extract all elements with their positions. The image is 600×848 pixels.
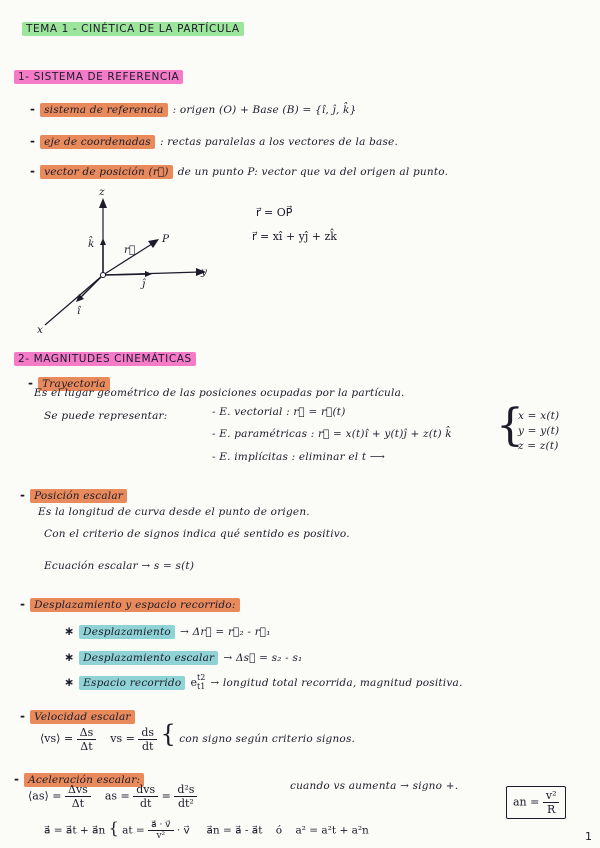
r-label: r⃗: [124, 244, 136, 256]
trayectoria-definition: Es el lugar geométrico de las posiciones ocupadas por la partícula.: [34, 387, 405, 399]
bullet: -: [30, 102, 35, 116]
trayectoria-representation: Se puede representar:: [44, 410, 168, 422]
j-label: ĵ: [142, 278, 146, 290]
x-axis: [45, 275, 103, 325]
page-title: TEMA 1 - CINÉTICA DE LA PARTÍCULA: [22, 22, 244, 36]
term-label: Posición escalar: [30, 489, 127, 503]
term-label: Espacio recorrido: [79, 676, 185, 690]
list-item: [30, 160, 448, 179]
p-label: P: [162, 233, 170, 245]
integral-limits: t2 t1: [196, 672, 206, 691]
y-label: y: [201, 266, 208, 278]
section-1-heading: 1- SISTEMA DE REFERENCIA: [14, 70, 183, 84]
j-arrowhead: [145, 271, 152, 277]
term-text: → longitud total recorrida, magnitud positiva.: [210, 677, 463, 689]
term-text: → Δr⃗ = r⃗₂ - r⃗₁: [180, 626, 271, 638]
list-item: [64, 620, 271, 639]
term-label: sistema de referencia: [40, 103, 167, 117]
param-x: x = x(t): [518, 410, 560, 422]
page-number: 1: [585, 830, 592, 843]
term-text: : origen (O) + Base (B) = {î, ĵ, k̂}: [172, 104, 357, 116]
term-text: : rectas paralelas a los vectores de la base.: [159, 136, 398, 148]
i-unit-vector: [80, 275, 103, 298]
x-label: x: [37, 324, 44, 336]
star-bullet-icon: ∗: [64, 675, 75, 689]
i-label: î: [77, 305, 81, 317]
subsection-posicion: [20, 484, 127, 503]
term-text: → Δs⃗ = s₂ - s₁: [223, 652, 303, 664]
acceleration-sign-note: cuando vs aumenta → signo +.: [290, 780, 459, 792]
acceleration-equation: ⟨as⟩ = $\frac{\text{Δvs}}{\Delta t}$ as = $\frac{\text{dvs}}{dt}$ = $\frac{\text{d²s}}{\text{dt²}}$: [28, 783, 197, 810]
bullet: -: [20, 488, 25, 502]
term-label: Trayectoria: [38, 377, 110, 391]
term-label: Velocidad escalar: [30, 710, 135, 724]
bullet: -: [30, 134, 35, 148]
star-bullet-icon: ∗: [64, 624, 75, 638]
position-components-equation: r⃗ = xî + yĵ + zk̂: [252, 230, 337, 243]
coordinate-axes-diagram: [30, 180, 230, 340]
parametric-equation: - E. paramétricas : r⃗ = x(t)î + y(t)ĵ + z(t) k̂: [212, 428, 452, 440]
vector-equation: - E. vectorial : r⃗ = r⃗(t): [212, 406, 346, 418]
posicion-definition: Es la longitud de curva desde el punto de origen.: [38, 506, 310, 518]
brace: {: [496, 400, 524, 451]
param-z: z = z(t): [518, 440, 559, 452]
term-label: vector de posición (r⃗): [40, 165, 173, 179]
p-arrowhead: [148, 239, 159, 248]
normal-acceleration-box: an = $\frac{\text{v²}}{R}$: [506, 786, 566, 819]
bullet: -: [30, 164, 35, 178]
position-equation: r⃗ = OP⃗: [256, 206, 293, 219]
list-item: [64, 671, 463, 691]
posicion-sign-criterion: Con el criterio de signos indica qué sentido es positivo.: [44, 528, 350, 540]
list-item: [64, 646, 302, 665]
integral-symbol: e: [190, 676, 197, 689]
term-label: eje de coordenadas: [40, 135, 155, 149]
velocity-equation: ⟨vs⟩ = $\frac{\Delta s}{\Delta t}$ vs = $\frac{ds}{dt}$ { con signo según criterio signos.: [40, 720, 356, 753]
section-2-heading: 2- MAGNITUDES CINEMÁTICAS: [14, 352, 196, 366]
term-label: Desplazamiento y espacio recorrido:: [30, 598, 240, 612]
z-arrowhead: [99, 198, 107, 208]
origin-point: [101, 273, 106, 278]
subsection-desplazamiento: [20, 593, 240, 612]
z-label: z: [99, 186, 105, 198]
star-bullet-icon: ∗: [64, 650, 75, 664]
bullet: -: [14, 772, 19, 786]
k-label: k̂: [88, 238, 95, 250]
k-arrowhead: [100, 238, 106, 245]
posicion-scalar-equation: Ecuación escalar → s = s(t): [44, 560, 195, 572]
j-unit-vector: [103, 274, 148, 275]
term-label: Aceleración escalar:: [24, 773, 144, 787]
implicit-equation: - E. implícitas : eliminar el t ⟶: [212, 451, 386, 463]
term-label: Desplazamiento escalar: [79, 651, 218, 665]
term-label: Desplazamiento: [79, 625, 175, 639]
list-item: [30, 98, 356, 117]
bullet: -: [20, 709, 25, 723]
bullet: -: [20, 597, 25, 611]
bullet: -: [28, 376, 33, 390]
term-text: de un punto P: vector que va del origen al punto.: [177, 166, 449, 178]
list-item: [30, 130, 398, 149]
acceleration-components-line: a⃗ = a⃗t + a⃗n { at = $\frac{a⃗ \cdot v⃗}{\text{v²}}$ · v⃗ a⃗n = a⃗ - a⃗t ó a² = a²t + a²n: [44, 818, 369, 841]
param-y: y = y(t): [518, 425, 560, 437]
